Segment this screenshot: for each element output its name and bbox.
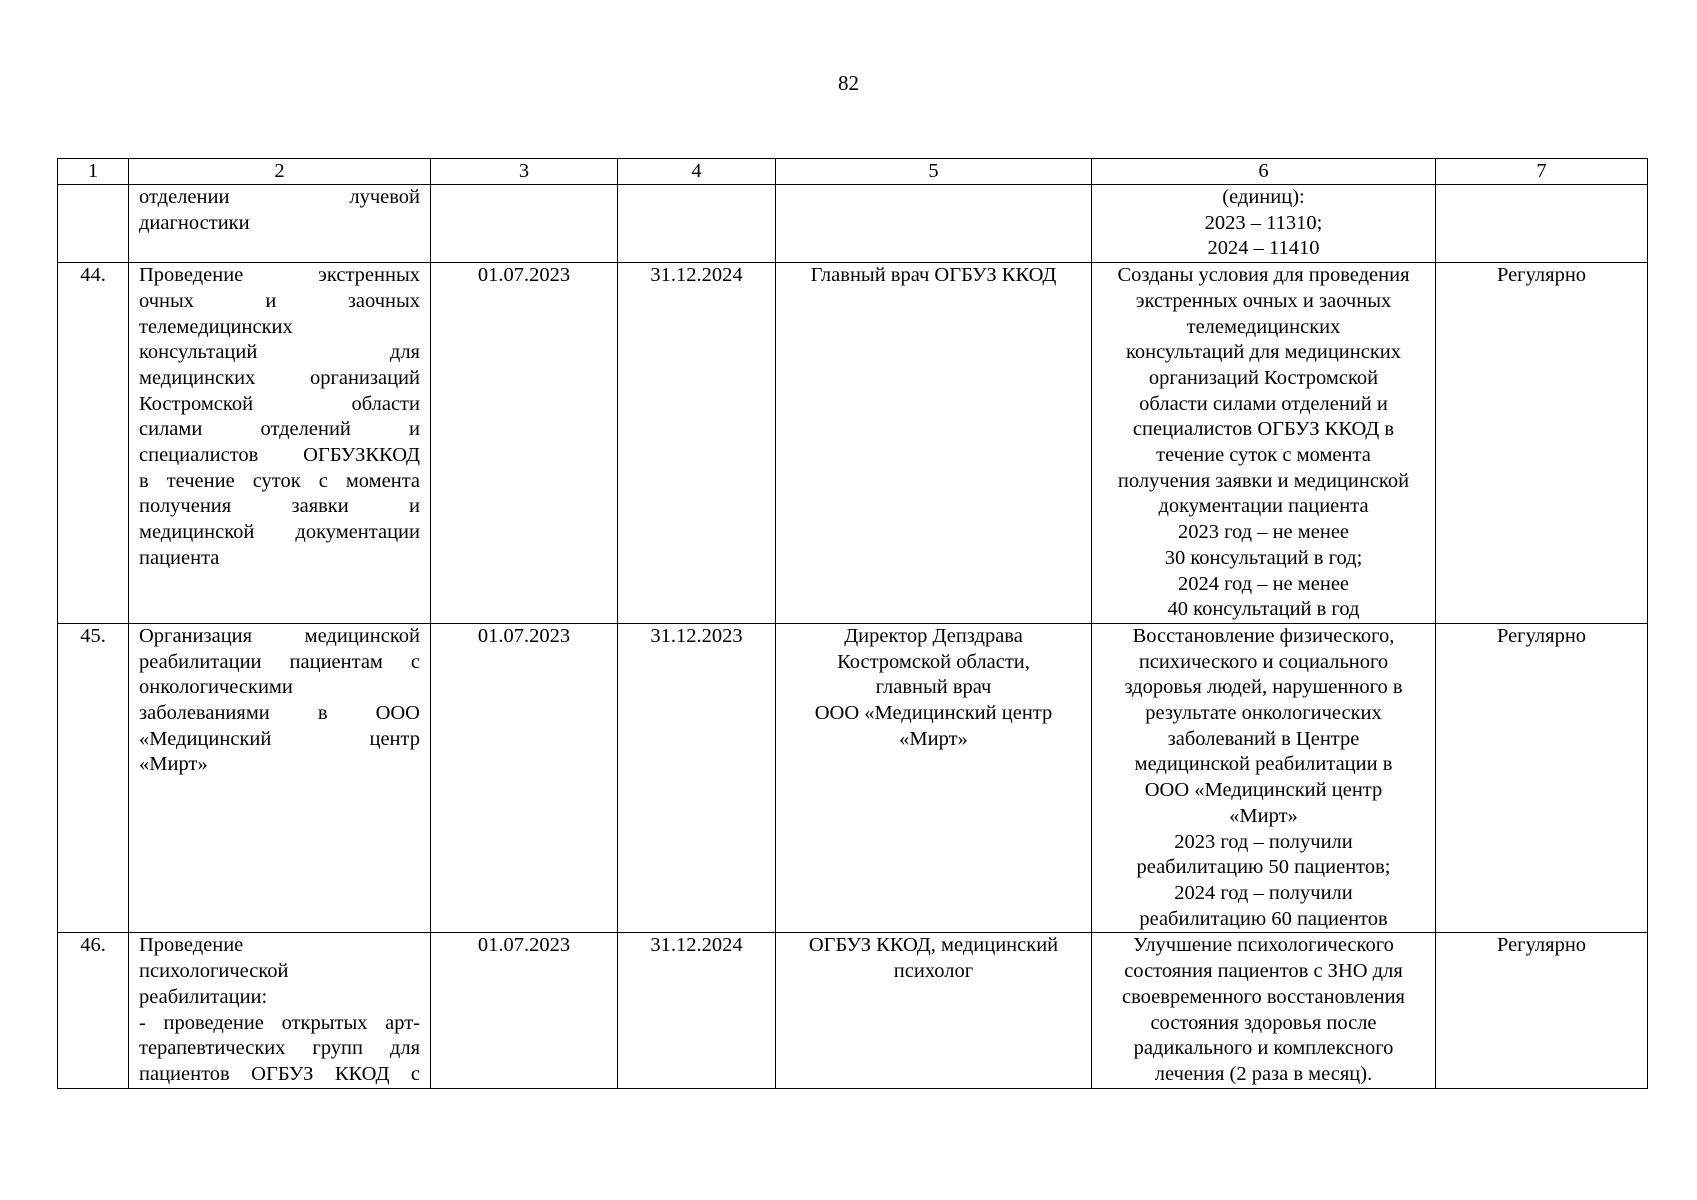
table-row: [58, 185, 1648, 263]
end-date-cell: [618, 623, 776, 932]
frequency-cell: [1436, 185, 1648, 263]
result-line: 2024 год – получили: [1174, 881, 1353, 904]
column-header: 7: [1436, 159, 1648, 185]
column-header: 1: [58, 159, 129, 185]
result-line: заболеваний в Центре: [1167, 727, 1360, 750]
result-line: консультаций для медицинских: [1125, 341, 1402, 364]
column-header: 6: [1092, 159, 1436, 185]
page-number: 82: [838, 71, 859, 95]
frequency-cell: [1436, 623, 1648, 932]
end-date-cell: [618, 263, 776, 624]
result-line: Созданы условия для проведения: [1117, 264, 1410, 287]
activity-line: медицинских организаций: [139, 366, 420, 389]
responsible-line: Костромской области,: [837, 650, 1030, 673]
responsible-line: Директор Депздрава: [844, 624, 1023, 647]
responsible-line: психолог: [893, 960, 974, 983]
responsible-line: ОГБУЗ ККОД, медицинский: [808, 934, 1059, 957]
responsible-cell: [776, 185, 1092, 263]
result-line: ООО «Медицинский центр: [1144, 779, 1383, 802]
responsible-cell: [776, 933, 1092, 1088]
activity-line: заболеваниями в ООО: [139, 702, 420, 725]
result-line: реабилитацию 50 пациентов;: [1136, 856, 1391, 879]
responsible-cell: [776, 623, 1092, 932]
start-date-cell: [431, 185, 618, 263]
result-line: 2024 – 11410: [1207, 237, 1320, 260]
result-line: здоровья людей, нарушенного в: [1124, 676, 1403, 699]
activity-line: отделении лучевой: [139, 186, 420, 208]
result-line: своевременного восстановления: [1122, 985, 1405, 1008]
row-number: 44.: [80, 264, 106, 287]
activity-line: специалистов ОГБУЗККОД: [139, 444, 420, 467]
activity-cell: [129, 933, 431, 1088]
row-number-cell: [58, 623, 129, 932]
activity-line: получения заявки и: [139, 495, 420, 518]
activity-line: телемедицинских: [139, 315, 293, 338]
row-number-cell: [58, 185, 129, 263]
activity-line: силами отделений и: [139, 418, 420, 441]
result-line: «Мирт»: [1229, 804, 1298, 827]
frequency: Регулярно: [1496, 934, 1587, 957]
table-row: [58, 933, 1648, 1088]
activity-line: консультаций для: [139, 341, 420, 364]
result-line: (единиц):: [1222, 186, 1305, 208]
row-number-cell: [58, 263, 129, 624]
frequency-cell: [1436, 263, 1648, 624]
activity-line: - проведение открытых арт-: [139, 1011, 420, 1034]
responsible-line: «Мирт»: [899, 727, 968, 750]
end-date-cell: [618, 933, 776, 1088]
table-row: [58, 623, 1648, 932]
end-date: 31.12.2023: [650, 624, 743, 647]
start-date-cell: [431, 623, 618, 932]
result-line: психического и социального: [1138, 650, 1389, 673]
activity-line: «Медицинский центр: [139, 727, 420, 750]
row-number: 45.: [80, 624, 106, 647]
plan-table: [57, 158, 1648, 1089]
result-line: 30 консультаций в год;: [1164, 546, 1363, 569]
result-line: 2024 год – не менее: [1177, 572, 1350, 595]
result-line: Восстановление физического,: [1132, 624, 1395, 647]
result-line: состояния здоровья после: [1150, 1011, 1377, 1034]
result-cell: [1092, 623, 1436, 932]
result-line: состояния пациентов с ЗНО для: [1124, 960, 1403, 983]
result-cell: [1092, 933, 1436, 1088]
responsible-line: ООО «Медицинский центр: [814, 702, 1053, 725]
row-number-cell: [58, 933, 129, 1088]
result-line: телемедицинских: [1186, 315, 1341, 338]
activity-cell: [129, 263, 431, 624]
result-line: документации пациента: [1158, 495, 1369, 518]
activity-line: Проведение: [139, 934, 244, 957]
activity-line: «Мирт»: [139, 753, 208, 776]
activity-line: Организация медицинской: [139, 624, 420, 647]
column-header: 2: [129, 159, 431, 185]
activity-line: терапевтических групп для: [139, 1037, 420, 1060]
frequency: Регулярно: [1496, 624, 1587, 647]
result-line: медицинской реабилитации в: [1134, 753, 1393, 776]
frequency: Регулярно: [1496, 264, 1587, 287]
result-line: Улучшение психологического: [1133, 934, 1394, 957]
activity-line: медицинской документации: [139, 521, 420, 544]
activity-line: Проведение экстренных: [139, 264, 420, 287]
column-header: 4: [618, 159, 776, 185]
end-date: 31.12.2024: [650, 934, 743, 957]
column-header: 3: [431, 159, 618, 185]
activity-line: реабилитации пациентам с: [139, 650, 420, 673]
activity-line: очных и заочных: [139, 289, 420, 312]
result-line: области силами отделений и: [1139, 392, 1388, 415]
result-line: специалистов ОГБУЗ ККОД в: [1132, 418, 1395, 441]
result-cell: [1092, 185, 1436, 263]
result-line: результате онкологических: [1145, 702, 1382, 725]
responsible-line: Главный врач ОГБУЗ ККОД: [810, 264, 1057, 287]
activity-line: психологической: [139, 960, 289, 983]
result-line: экстренных очных и заочных: [1135, 289, 1392, 312]
start-date: 01.07.2023: [477, 624, 571, 647]
activity-line: Костромской области: [139, 392, 420, 415]
header-row: [58, 159, 1648, 185]
result-line: организаций Костромской: [1148, 366, 1379, 389]
end-date-cell: [618, 185, 776, 263]
activity-line: диагностики: [139, 211, 250, 234]
result-line: реабилитацию 60 пациентов: [1139, 907, 1388, 930]
start-date-cell: [431, 263, 618, 624]
activity-line: пациента: [139, 546, 220, 569]
result-line: 2023 год – не менее: [1177, 521, 1350, 544]
start-date: 01.07.2023: [477, 264, 571, 287]
activity-line: пациентов ОГБУЗ ККОД с: [139, 1062, 420, 1085]
activity-cell: [129, 185, 431, 263]
result-line: течение суток с момента: [1156, 444, 1371, 467]
start-date: 01.07.2023: [477, 934, 571, 957]
result-line: 40 консультаций в год: [1167, 598, 1360, 621]
result-line: лечения (2 раза в месяц).: [1154, 1062, 1373, 1085]
result-line: получения заявки и медицинской: [1117, 469, 1410, 492]
activity-line: онкологическими: [139, 676, 293, 699]
responsible-cell: [776, 263, 1092, 624]
table-row: [58, 263, 1648, 624]
result-line: 2023 – 11310;: [1204, 211, 1323, 234]
result-line: 2023 год – получили: [1174, 830, 1353, 853]
frequency-cell: [1436, 933, 1648, 1088]
activity-cell: [129, 623, 431, 932]
result-cell: [1092, 263, 1436, 624]
end-date: 31.12.2024: [650, 264, 743, 287]
responsible-line: главный врач: [875, 676, 992, 699]
activity-line: в течение суток с момента: [139, 469, 420, 492]
activity-line: реабилитации:: [139, 985, 268, 1008]
row-number: 46.: [80, 934, 106, 957]
result-line: радикального и комплексного: [1133, 1037, 1394, 1060]
column-header: 5: [776, 159, 1092, 185]
start-date-cell: [431, 933, 618, 1088]
